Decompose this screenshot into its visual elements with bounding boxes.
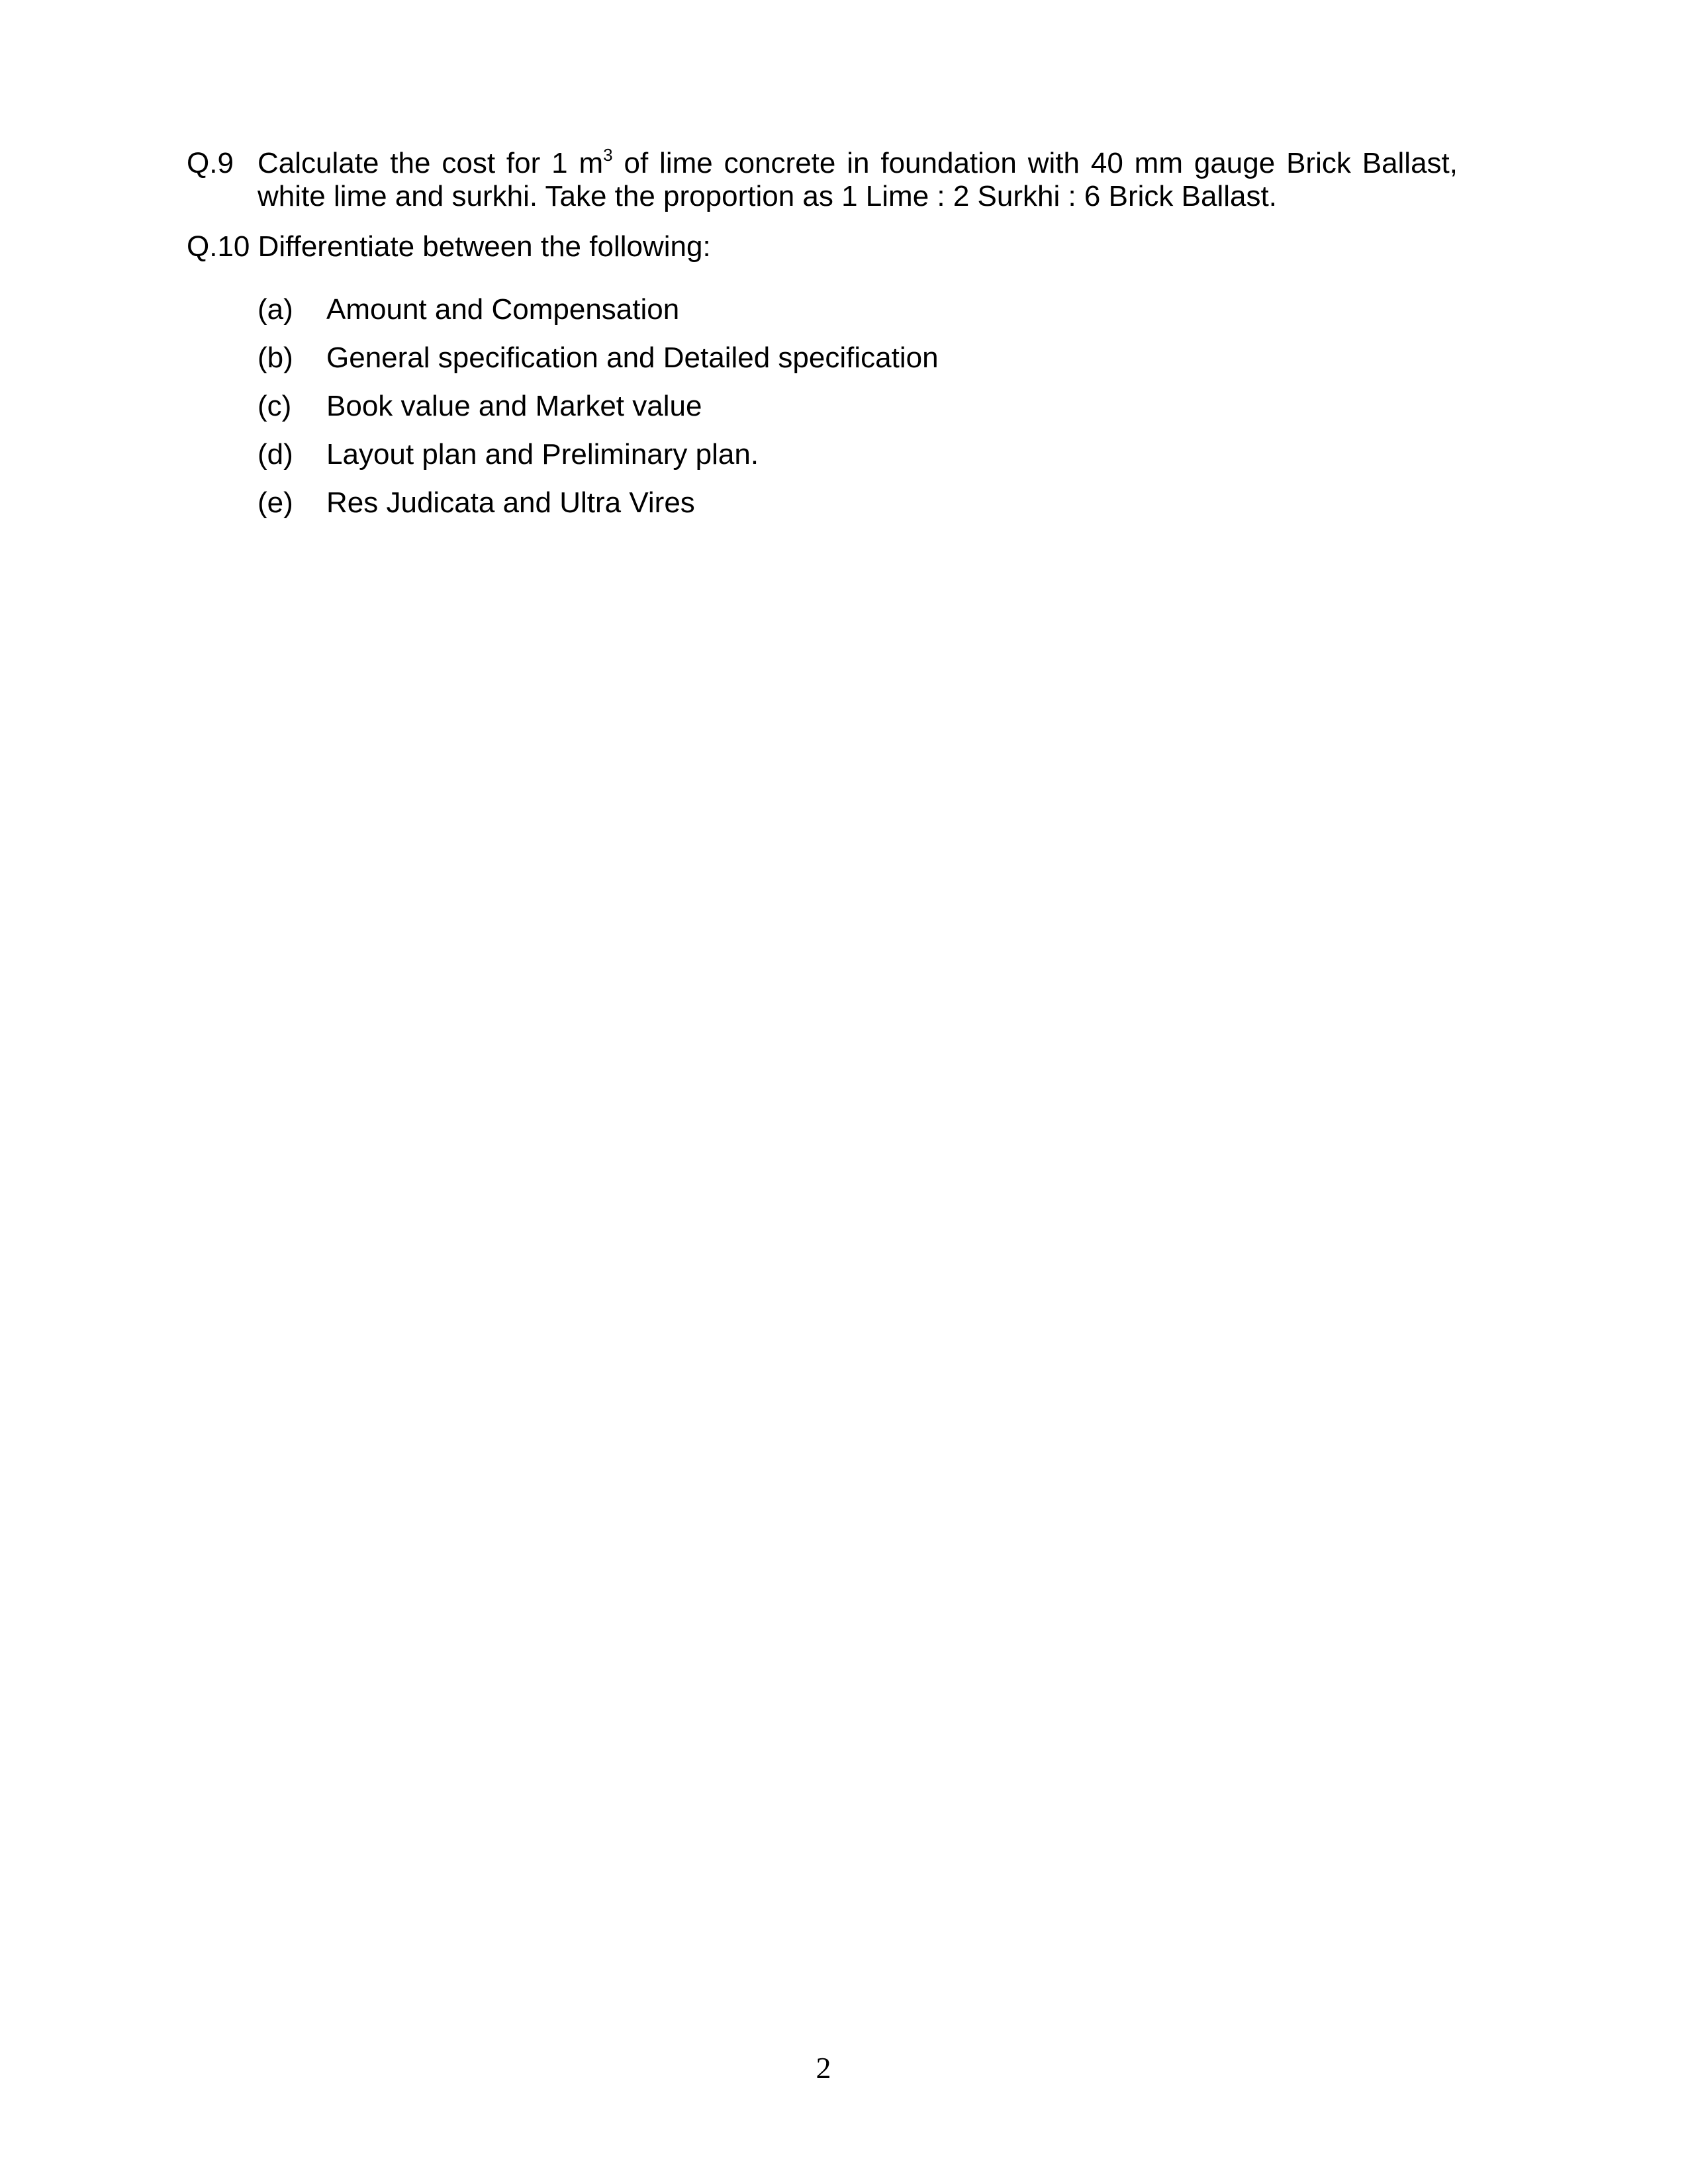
item-label: (c) [258,390,292,422]
question-10 [187,230,711,263]
item-label: (e) [258,486,293,519]
item-text: Layout plan and Preliminary plan. [326,438,759,471]
item-text: Book value and Market value [326,390,702,422]
question-text-line-2: white lime and surkhi. Take the proportion as 1 Lime : 2 Surkhi : 6 Brick Ballast. [258,180,1277,212]
superscript: 3 [603,145,613,165]
item-label: (d) [258,438,293,471]
question-number: Q.9 [187,147,234,179]
item-text: Res Judicata and Ultra Vires [326,486,695,519]
question-text-part: of lime concrete in foundation with 40 mm gauge Brick Ballast, [612,147,1458,179]
question-number: Q.10 [187,230,250,263]
item-label: (a) [258,293,293,326]
item-text: General specification and Detailed specification [326,341,939,374]
question-text: Differentiate between the following: [258,230,711,263]
question-9 [187,147,1458,213]
item-label: (b) [258,341,293,374]
item-text: Amount and Compensation [326,293,680,326]
question-text-part: Calculate the cost for 1 m [258,147,604,179]
question-text-line-1 [258,147,1458,180]
page-number: 2 [816,2051,831,2085]
question-text [258,147,1458,213]
